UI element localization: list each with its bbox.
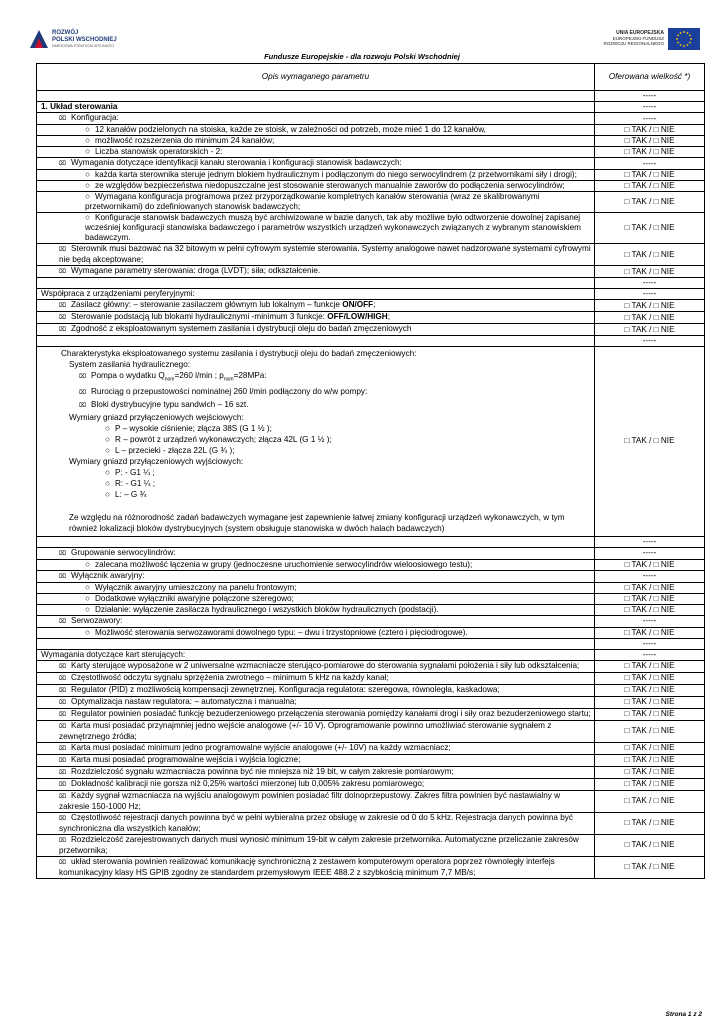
- block-line-bloki: [39, 399, 592, 412]
- block-line-r2: [39, 478, 592, 489]
- tak-nie-checkbox[interactable]: □ TAK / □ NIE: [595, 170, 705, 181]
- row-description: [37, 812, 595, 834]
- row-text: Karta musi posiadać programowalne wejścia i wyjścia logiczne;: [71, 754, 301, 764]
- tak-nie-checkbox[interactable]: □ TAK / □ NIE: [595, 312, 705, 324]
- table-row: [37, 742, 705, 754]
- block-line-p: [39, 423, 592, 434]
- bullet-icon: ⌧: [59, 573, 66, 580]
- table-row: [37, 627, 705, 638]
- tak-nie-checkbox[interactable]: □ TAK / □ NIE: [595, 627, 705, 638]
- row-text: Wymagane parametry sterowania: droga (LVDT); siła; odkształcenie.: [71, 266, 321, 275]
- page-number: Strona 1 z 2: [665, 1011, 702, 1018]
- block-line-r: [39, 434, 592, 445]
- row-text: Regulator (PID) z możliwością kompensacji zewnętrznej. Konfiguracja regulatora: szeregowa, równoległa, kaskadowa;: [71, 684, 500, 694]
- page-subtitle: Fundusze Europejskie - dla rozwoju Polski Wschodniej: [264, 52, 460, 61]
- circle-bullet-icon: ○: [85, 170, 90, 179]
- table-cell-dash: -----: [595, 91, 705, 102]
- block-line-l2: [39, 489, 592, 500]
- table-row: [37, 708, 705, 720]
- bullet-icon: ⌧: [59, 837, 66, 844]
- logo-eu: [590, 28, 702, 54]
- circle-bullet-icon: ○: [105, 478, 110, 488]
- table-cell-dash: -----: [595, 113, 705, 125]
- row-text: Rozdzielczość sygnału wzmacniacza powinna być nie mniejsza niż 19 bit, w całym zakresie pomiarowym;: [71, 766, 454, 776]
- table-row: [37, 696, 705, 708]
- bullet-icon: ⌧: [59, 269, 66, 275]
- row-text: Wymagania dotyczące kart sterujących:: [41, 649, 186, 659]
- logo-text: ROZWÓJ POLSKI WSCHODNIEJ NARODOWA STRATEGIA SPÓJNOŚCI: [52, 30, 117, 48]
- tak-nie-checkbox[interactable]: □ TAK / □ NIE: [595, 244, 705, 266]
- tak-nie-checkbox[interactable]: □ TAK / □ NIE: [595, 778, 705, 790]
- row-description: [37, 192, 595, 213]
- circle-bullet-icon: ○: [105, 467, 110, 477]
- table-cell-dash: -----: [595, 158, 705, 170]
- row-description: [37, 244, 595, 266]
- table-cell-dash: -----: [595, 649, 705, 660]
- bullet-icon: ⌧: [59, 247, 66, 253]
- circle-bullet-icon: ○: [105, 445, 110, 455]
- block-text: System zasilania hydraulicznego:: [69, 360, 191, 369]
- table-row: [37, 266, 705, 278]
- table-row: [37, 790, 705, 812]
- block-line-lz: [39, 445, 592, 456]
- row-description: [37, 136, 595, 147]
- row-text: Częstotliwość rejestracji danych powinna być w pełni wybieralna przez obsługę w zakresie od 0 do 5 kHz. Rejestracja danych powinna być synchroniczna dla wszystkich kanałów;: [59, 812, 573, 833]
- row-text: Konfiguracja:: [71, 113, 119, 122]
- tak-nie-checkbox[interactable]: □ TAK / □ NIE: [595, 266, 705, 278]
- table-cell-dash: -----: [595, 278, 705, 289]
- block-line-wyj: [39, 456, 592, 467]
- parameters-table: [36, 63, 705, 879]
- table-row: [37, 684, 705, 696]
- row-text: Wymagania dotyczące identyfikacji kanału sterowania i konfiguracji stanowisk badawczych:: [71, 158, 402, 167]
- row-text: Liczba stanowisk operatorskich - 2:: [95, 147, 223, 156]
- tak-nie-checkbox[interactable]: □ TAK / □ NIE: [595, 754, 705, 766]
- row-text: zalecana możliwość łączenia w grupy (jednoczesne uruchomienie serwocylindrów wieloosiowego testu);: [95, 559, 473, 569]
- row-text: Konfiguracje stanowisk badawczych muszą być archiwizowane w bazie danych, tak aby możliwe było odtworzenie dowolnej zapisanej wcześniej konfiguracji stanowiska badawczego i parametrów wszystkich urządzeń wykonawczych związanych z wybranym stanowiskiem badawczym.: [85, 213, 581, 242]
- tak-nie-checkbox[interactable]: □ TAK / □ NIE: [595, 192, 705, 213]
- bullet-icon: ⌧: [59, 757, 66, 764]
- table-row: [37, 559, 705, 570]
- tak-nie-checkbox[interactable]: □ TAK / □ NIE: [595, 136, 705, 147]
- tak-nie-checkbox[interactable]: □ TAK / □ NIE: [595, 834, 705, 856]
- eu-flag-icon: [668, 28, 700, 50]
- table-row: [37, 660, 705, 672]
- row-text: Regulator powinien posiadać funkcję bezuderzeniowego przełączenia sterowania pomiędzy kanałami drogi i siły oraz bezuderzeniowego startu;: [71, 708, 591, 718]
- bullet-icon: ⌧: [59, 327, 66, 333]
- block-text: Rurociąg o przepustowości nominalnej 260 l/min podłączony do w/w pompy:: [91, 386, 368, 396]
- circle-bullet-icon: ○: [105, 489, 110, 499]
- row-description: [37, 547, 595, 559]
- bullet-icon: ⌧: [59, 711, 66, 718]
- block-line-p2: [39, 467, 592, 478]
- table-row: [37, 720, 705, 742]
- table-cell-dash: -----: [595, 289, 705, 300]
- block-note: Ze względu na różnorodność zadań badawczych wymagane jest zapewnienie łatwej zmiany konfiguracji urządzeń wykonawczych, w tym również lokalizacji bloków dystrybucyjnych (system obsługuje stanowiska w dwóch halach badawczych): [69, 512, 565, 533]
- block-text: Wymiary gniazd przyłączeniowych wyjściowych:: [69, 456, 244, 466]
- row-description: [37, 790, 595, 812]
- row-text: 1. Układ sterowania: [41, 102, 118, 111]
- circle-bullet-icon: ○: [85, 559, 90, 569]
- bullet-icon: ⌧: [59, 859, 66, 866]
- block-text: Wymiary gniazd przyłączeniowych wejściowych:: [69, 412, 244, 422]
- table-row: [37, 125, 705, 136]
- row-text: Sterowanie podstacją lub blokami hydraulicznymi -minimum 3 funkcje: OFF/LOW/HIGH;: [71, 312, 390, 321]
- spacer: [39, 500, 592, 512]
- table-row: [37, 536, 705, 547]
- circle-bullet-icon: ○: [85, 147, 90, 156]
- circle-bullet-icon: ○: [85, 136, 90, 145]
- col-header-description: Opis wymaganego parametru: [37, 64, 595, 91]
- tak-nie-checkbox[interactable]: □ TAK / □ NIE: [595, 147, 705, 158]
- row-description: [37, 582, 595, 593]
- table-row-system-characteristics: [37, 347, 705, 537]
- bullet-icon: ⌧: [79, 402, 86, 409]
- col-header-offered: Oferowana wielkość *): [595, 64, 705, 91]
- block-text: L – przecieki - złącza 22L (G ¾ );: [115, 445, 235, 455]
- row-description: [37, 278, 595, 289]
- table-row: [37, 158, 705, 170]
- table-row: [37, 812, 705, 834]
- table-row: [37, 615, 705, 627]
- tak-nie-checkbox[interactable]: □ TAK / □ NIE: [595, 766, 705, 778]
- bullet-icon: ⌧: [59, 663, 66, 670]
- table-cell-dash: -----: [595, 102, 705, 113]
- table-row: [37, 113, 705, 125]
- block-text: L: – G ¾: [115, 489, 147, 499]
- table-row: [37, 649, 705, 660]
- row-description: [37, 289, 595, 300]
- row-description: [37, 615, 595, 627]
- table-row: [37, 570, 705, 582]
- row-text: Dodatkowe wyłączniki awaryjne połączone szeregowo;: [95, 593, 294, 603]
- bullet-icon: ⌧: [79, 389, 86, 396]
- row-text: Karta musi posiadać minimum jedno programowalne wyjście analogowe (+/- 10V) na każdy wzmacniacz;: [71, 742, 451, 752]
- table-row: [37, 582, 705, 593]
- table-row: [37, 324, 705, 336]
- tak-nie-checkbox[interactable]: □ TAK / □ NIE: [595, 300, 705, 312]
- row-description: [37, 766, 595, 778]
- row-description: [37, 102, 595, 113]
- row-text: Zgodność z eksploatowanym systemem zasilania i dystrybucji oleju do badań zmęczeniowych: [71, 324, 412, 333]
- row-description: [37, 649, 595, 660]
- row-description: [37, 324, 595, 336]
- row-text: Dokładność kalibracji nie gorsza niż 0,25% wartości mierzonej lub 0,005% zakresu pomiarowego;: [71, 778, 425, 788]
- row-description: [37, 570, 595, 582]
- row-description: [37, 660, 595, 672]
- bullet-icon: ⌧: [59, 781, 66, 788]
- tak-nie-checkbox[interactable]: □ TAK / □ NIE: [595, 324, 705, 336]
- bullet-icon: ⌧: [59, 675, 66, 682]
- bullet-icon: ⌧: [59, 723, 66, 730]
- block-line-title: [39, 348, 592, 359]
- circle-bullet-icon: ○: [85, 181, 90, 190]
- row-description: [37, 300, 595, 312]
- logo-mark-icon: [30, 30, 48, 48]
- block-line-pompa: [39, 370, 592, 386]
- circle-bullet-icon: ○: [85, 593, 90, 603]
- table-cell-dash: -----: [595, 536, 705, 547]
- bullet-icon: ⌧: [59, 315, 66, 321]
- circle-bullet-icon: ○: [85, 192, 90, 201]
- bullet-icon: ⌧: [59, 687, 66, 694]
- tak-nie-checkbox[interactable]: □ TAK / □ NIE: [595, 347, 705, 537]
- system-characteristics-cell: [37, 347, 595, 537]
- row-description: [37, 672, 595, 684]
- row-description: [37, 754, 595, 766]
- block-text: Bloki dystrybucyjne typu sandwich – 16 szt.: [91, 399, 249, 409]
- table-cell-dash: -----: [595, 547, 705, 559]
- row-text: Wyłącznik awaryjny umieszczony na panelu frontowym;: [95, 582, 297, 592]
- row-description: [37, 834, 595, 856]
- block-text: Pompa o wydatku $Q_{nom}=260$ l/min ; $p_{nom}=28MPa$:: [91, 371, 267, 383]
- row-description: [37, 113, 595, 125]
- block-line-wej: [39, 412, 592, 423]
- row-description: [37, 536, 595, 547]
- circle-bullet-icon: ○: [85, 627, 90, 637]
- table-row: [37, 604, 705, 615]
- table-row: [37, 181, 705, 192]
- table-cell-dash: -----: [595, 570, 705, 582]
- row-description: [37, 684, 595, 696]
- row-description: [37, 742, 595, 754]
- row-text: Grupowanie serwocylindrów:: [71, 547, 176, 557]
- table-row: [37, 244, 705, 266]
- tak-nie-checkbox[interactable]: □ TAK / □ NIE: [595, 708, 705, 720]
- table-row: [37, 312, 705, 324]
- row-description: [37, 181, 595, 192]
- table-row: [37, 170, 705, 181]
- row-text: Sterownik musi bazować na 32 bitowym w pełni cyfrowym systemie sterowania. Systemy analogowe nawet nadzorowane systemami cyfrowymi nie będą akceptowane;: [59, 244, 591, 264]
- row-description: [37, 559, 595, 570]
- row-text: Zasilacz główny: – sterowanie zasilaczem głównym lub lokalnym – funkcje ON/OFF;: [71, 300, 376, 309]
- tak-nie-checkbox[interactable]: □ TAK / □ NIE: [595, 742, 705, 754]
- tak-nie-checkbox[interactable]: □ TAK / □ NIE: [595, 684, 705, 696]
- tak-nie-checkbox[interactable]: □ TAK / □ NIE: [595, 559, 705, 570]
- tak-nie-checkbox[interactable]: □ TAK / □ NIE: [595, 660, 705, 672]
- tak-nie-checkbox[interactable]: □ TAK / □ NIE: [595, 790, 705, 812]
- tak-nie-checkbox[interactable]: □ TAK / □ NIE: [595, 720, 705, 742]
- block-text: P – wysokie ciśnienie; złącza 38S (G 1 ½ );: [115, 423, 272, 433]
- table-row: [37, 147, 705, 158]
- table-row: [37, 336, 705, 347]
- bullet-icon: ⌧: [59, 303, 66, 309]
- row-description: [37, 147, 595, 158]
- table-row: [37, 300, 705, 312]
- row-description: [37, 696, 595, 708]
- bullet-icon: ⌧: [59, 618, 66, 625]
- row-text: możliwość rozszerzenia do minimum 24 kanałów;: [95, 136, 275, 145]
- table-row: [37, 192, 705, 213]
- row-description: [37, 627, 595, 638]
- row-text: Częstotliwość odczytu sygnału sprzężenia zwrotnego – minimum 5 kHz na każdy kanał;: [71, 672, 389, 682]
- eu-text: UNIA EUROPEJSKA EUROPEJSKI FUNDUSZ ROZWOJU REGIONALNEGO: [603, 30, 664, 47]
- table-cell-dash: -----: [595, 638, 705, 649]
- bullet-icon: ⌧: [59, 550, 66, 557]
- table-row: [37, 593, 705, 604]
- circle-bullet-icon: ○: [85, 582, 90, 592]
- table-cell-dash: -----: [595, 615, 705, 627]
- table-row: [37, 672, 705, 684]
- block-text: P: - G1 ¼ ;: [115, 467, 155, 477]
- row-description: [37, 604, 595, 615]
- row-description: [37, 708, 595, 720]
- row-description: [37, 125, 595, 136]
- table-header-row: [37, 64, 705, 91]
- table-row: [37, 213, 705, 244]
- table-row: [37, 638, 705, 649]
- bullet-icon: ⌧: [59, 161, 66, 167]
- row-text: Współpraca z urządzeniami peryferyjnymi:: [41, 289, 195, 298]
- block-line-sub1: [39, 359, 592, 370]
- row-text: Karty sterujące wyposażone w 2 uniwersalne wzmacniacze sterująco-pomiarowe do sterowania sygnałami położenia i siły lub odkształcenia;: [71, 660, 580, 670]
- table-row: [37, 754, 705, 766]
- table-row: [37, 856, 705, 878]
- tak-nie-checkbox[interactable]: □ TAK / □ NIE: [595, 696, 705, 708]
- block-text: R – powrót z urządzeń wykonawczych; złącza 42L (G 1 ½ );: [115, 434, 332, 444]
- block-text: R: - G1 ¼ ;: [115, 478, 156, 488]
- row-description: [37, 266, 595, 278]
- row-text: Serwozawory:: [71, 615, 123, 625]
- row-description: [37, 312, 595, 324]
- block-text: Charakterystyka eksploatowanego systemu zasilania i dystrybucji oleju do badań zmęczeniowych:: [61, 349, 417, 358]
- row-description: [37, 213, 595, 244]
- tak-nie-checkbox[interactable]: □ TAK / □ NIE: [595, 604, 705, 615]
- table-row: [37, 766, 705, 778]
- row-description: [37, 593, 595, 604]
- row-text: układ sterowania powinien realizować komunikację synchroniczną z zestawem komputerowym operatora poprzez równoległy interfejs komunikacyjny klasy HS GPIB zgodny ze standardem przemysłowym IEEE 488.2 z szybkością minimum 7,7 MB/s;: [59, 856, 555, 877]
- bullet-icon: ⌧: [59, 699, 66, 706]
- bullet-icon: ⌧: [59, 745, 66, 752]
- bullet-icon: ⌧: [59, 116, 66, 122]
- table-row: [37, 834, 705, 856]
- tak-nie-checkbox[interactable]: □ TAK / □ NIE: [595, 593, 705, 604]
- circle-bullet-icon: ○: [105, 423, 110, 433]
- circle-bullet-icon: ○: [85, 604, 90, 614]
- table-row: [37, 778, 705, 790]
- tak-nie-checkbox[interactable]: □ TAK / □ NIE: [595, 812, 705, 834]
- row-description: [37, 158, 595, 170]
- table-row: [37, 278, 705, 289]
- row-text: każda karta sterownika steruje jednym blokiem hydraulicznym i podłączonym do niego serwocylindrem (z przetwornikami siły i drogi);: [95, 170, 577, 179]
- tak-nie-checkbox[interactable]: □ TAK / □ NIE: [595, 856, 705, 878]
- block-line-rurociag: [39, 386, 592, 399]
- tak-nie-checkbox[interactable]: □ TAK / □ NIE: [595, 213, 705, 244]
- row-description: [37, 856, 595, 878]
- row-text: Działanie: wyłączenie zasilacza hydraulicznego i wszystkich bloków hydraulicznych (podstacji).: [95, 604, 439, 614]
- logo-rozwoj-polski-wschodniej: [30, 28, 150, 54]
- circle-bullet-icon: ○: [85, 213, 90, 222]
- tak-nie-checkbox[interactable]: □ TAK / □ NIE: [595, 181, 705, 192]
- row-description: [37, 778, 595, 790]
- bullet-icon: ⌧: [79, 374, 86, 380]
- table-cell-dash: -----: [595, 336, 705, 347]
- row-text: Każdy sygnał wzmacniacza na wyjściu analogowym powinien posiadać filtr dolnoprzepustowy. Zakres filtra powinien być nastawialny w zakresie 150-1000 Hz;: [59, 790, 561, 811]
- bullet-icon: ⌧: [59, 793, 66, 800]
- row-text: Karta musi posiadać przynajmniej jedno wejście analogowe (+/- 10 V). Oprogramowanie powinno umożliwiać sterowanie sygnałem z zewnętrznego źródła;: [59, 720, 552, 741]
- table-cell-blank: [37, 91, 595, 102]
- row-text: Wyłącznik awaryjny:: [71, 570, 145, 580]
- row-text: Wymagana konfiguracja programowa przez przyporządkowanie kompletnych kanałów sterowania (wraz ze skalibrowanymi przetwornikami) do zdefiniowanych stanowisk badawczych;: [85, 192, 540, 211]
- tak-nie-checkbox[interactable]: □ TAK / □ NIE: [595, 672, 705, 684]
- table-row: [37, 547, 705, 559]
- bullet-icon: ⌧: [59, 815, 66, 822]
- table-row: [37, 91, 705, 102]
- table-row: [37, 102, 705, 113]
- row-text: Optymalizacja nastaw regulatora: – automatyczna i manualna;: [71, 696, 297, 706]
- tak-nie-checkbox[interactable]: □ TAK / □ NIE: [595, 582, 705, 593]
- row-text: Możliwość sterowania serwozaworami dowolnego typu: – dwu i trzystopniowe (cztero i pięciodrogowe).: [95, 627, 468, 637]
- row-description: [37, 720, 595, 742]
- bullet-icon: ⌧: [59, 769, 66, 776]
- table-row: [37, 289, 705, 300]
- tak-nie-checkbox[interactable]: □ TAK / □ NIE: [595, 125, 705, 136]
- circle-bullet-icon: ○: [85, 125, 90, 134]
- row-description: [37, 170, 595, 181]
- row-text: 12 kanałów podzielonych na stoiska, każde ze stoisk, w zależności od potrzeb, może mieć 1 do 12 kanałów,: [95, 125, 486, 134]
- circle-bullet-icon: ○: [105, 434, 110, 444]
- row-text: ze względów bezpieczeństwa niedopuszczalne jest stosowanie sterowanych manualnie zaworów do podłączenia serwocylindrów;: [95, 181, 565, 190]
- table-row: [37, 136, 705, 147]
- row-description: [37, 336, 595, 347]
- row-description: [37, 638, 595, 649]
- row-text: Rozdzielczość zarejestrowanych danych musi wynosić minimum 19-bit w całym zakresie przetwornika. Automatyczne przeliczanie zakresów przetwornika;: [59, 834, 579, 855]
